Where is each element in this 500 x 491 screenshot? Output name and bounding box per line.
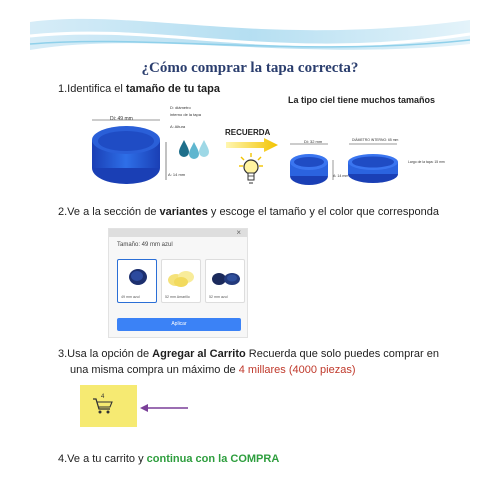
navy-caps-thumbnail	[210, 268, 242, 288]
recuerda-label: RECUERDA	[225, 128, 271, 137]
add-to-cart-button[interactable]	[80, 385, 137, 427]
wide-cap-diameter: DIÁMETRO INTERNO: 65 mm	[352, 138, 399, 142]
legend-d2: interno de la tapa	[170, 112, 201, 117]
variant-option-2[interactable]	[161, 259, 201, 303]
step-4-prefix: 4.Ve a tu carrito y	[58, 453, 147, 465]
size-label: Tamaño: 49 mm azul	[117, 242, 173, 248]
step-1-bold: tamaño de tu tapa	[125, 83, 220, 95]
legend-d: D: diámetro	[170, 105, 191, 110]
step-3-prefix: 3.Usa la opción de	[58, 348, 153, 360]
variant-option-1[interactable]	[117, 259, 157, 303]
legend-a: A: Altura	[170, 124, 186, 129]
step-3-line2: una misma compra un máximo de	[70, 364, 239, 376]
variant-option-1-label: 49 mm azul	[121, 295, 140, 299]
step-2-suffix: y escoge el tamaño y el color que corresponda	[207, 206, 439, 218]
step-2-bold: variantes	[159, 206, 208, 218]
cart-count: 4	[101, 394, 105, 400]
panel-top-bar	[109, 229, 247, 237]
wide-cap-illustration	[345, 138, 405, 188]
lightbulb-icon	[238, 152, 264, 186]
step-4-continue: continua con la COMPRA	[146, 453, 280, 465]
arrow-left-icon	[140, 402, 190, 414]
step-3-mid: Recuerda que solo puedes comprar en	[245, 348, 439, 360]
water-drops-icon	[178, 138, 210, 160]
small-cap-height: A: 14 mm	[333, 174, 349, 178]
step-3-text-line2	[70, 363, 356, 378]
step-3-text	[58, 347, 439, 362]
cap-height-label: A: 14 mm	[168, 172, 186, 177]
close-icon[interactable]: ×	[236, 228, 241, 237]
apply-button[interactable]: Aplicar	[117, 318, 241, 331]
step-4-text	[58, 452, 279, 467]
step-2-text	[58, 205, 439, 220]
variant-option-3[interactable]	[205, 259, 245, 303]
step-1-text	[58, 82, 220, 97]
step-3-limit: 4 millares (4000 piezas)	[238, 364, 356, 376]
yellow-caps-thumbnail	[166, 268, 198, 288]
cap-diameter-label: Di: 49 mm	[110, 116, 133, 122]
wide-cap-height: Largo de la tapa: 15 mm	[408, 160, 445, 164]
step-1-prefix: 1.Identifica el	[58, 83, 126, 95]
step-3-bold: Agregar al Carrito	[152, 348, 246, 360]
arrow-right-icon	[226, 138, 278, 152]
variants-panel	[108, 228, 248, 338]
cap-illustration	[84, 112, 179, 194]
page-title: ¿Cómo comprar la tapa correcta?	[141, 60, 359, 76]
variant-option-3-label: 52 mm azul	[209, 295, 228, 299]
variant-option-2-label: 52 mm Amarillo	[165, 295, 190, 299]
small-cap-diameter: Di: 32 mm	[304, 139, 323, 144]
step-2-prefix: 2.Ve a la sección de	[58, 206, 160, 218]
step-1-side-title: La tipo ciel tiene muchos tamaños	[288, 95, 436, 105]
small-cap-illustration	[286, 140, 338, 190]
blue-cap-thumbnail	[127, 268, 149, 286]
